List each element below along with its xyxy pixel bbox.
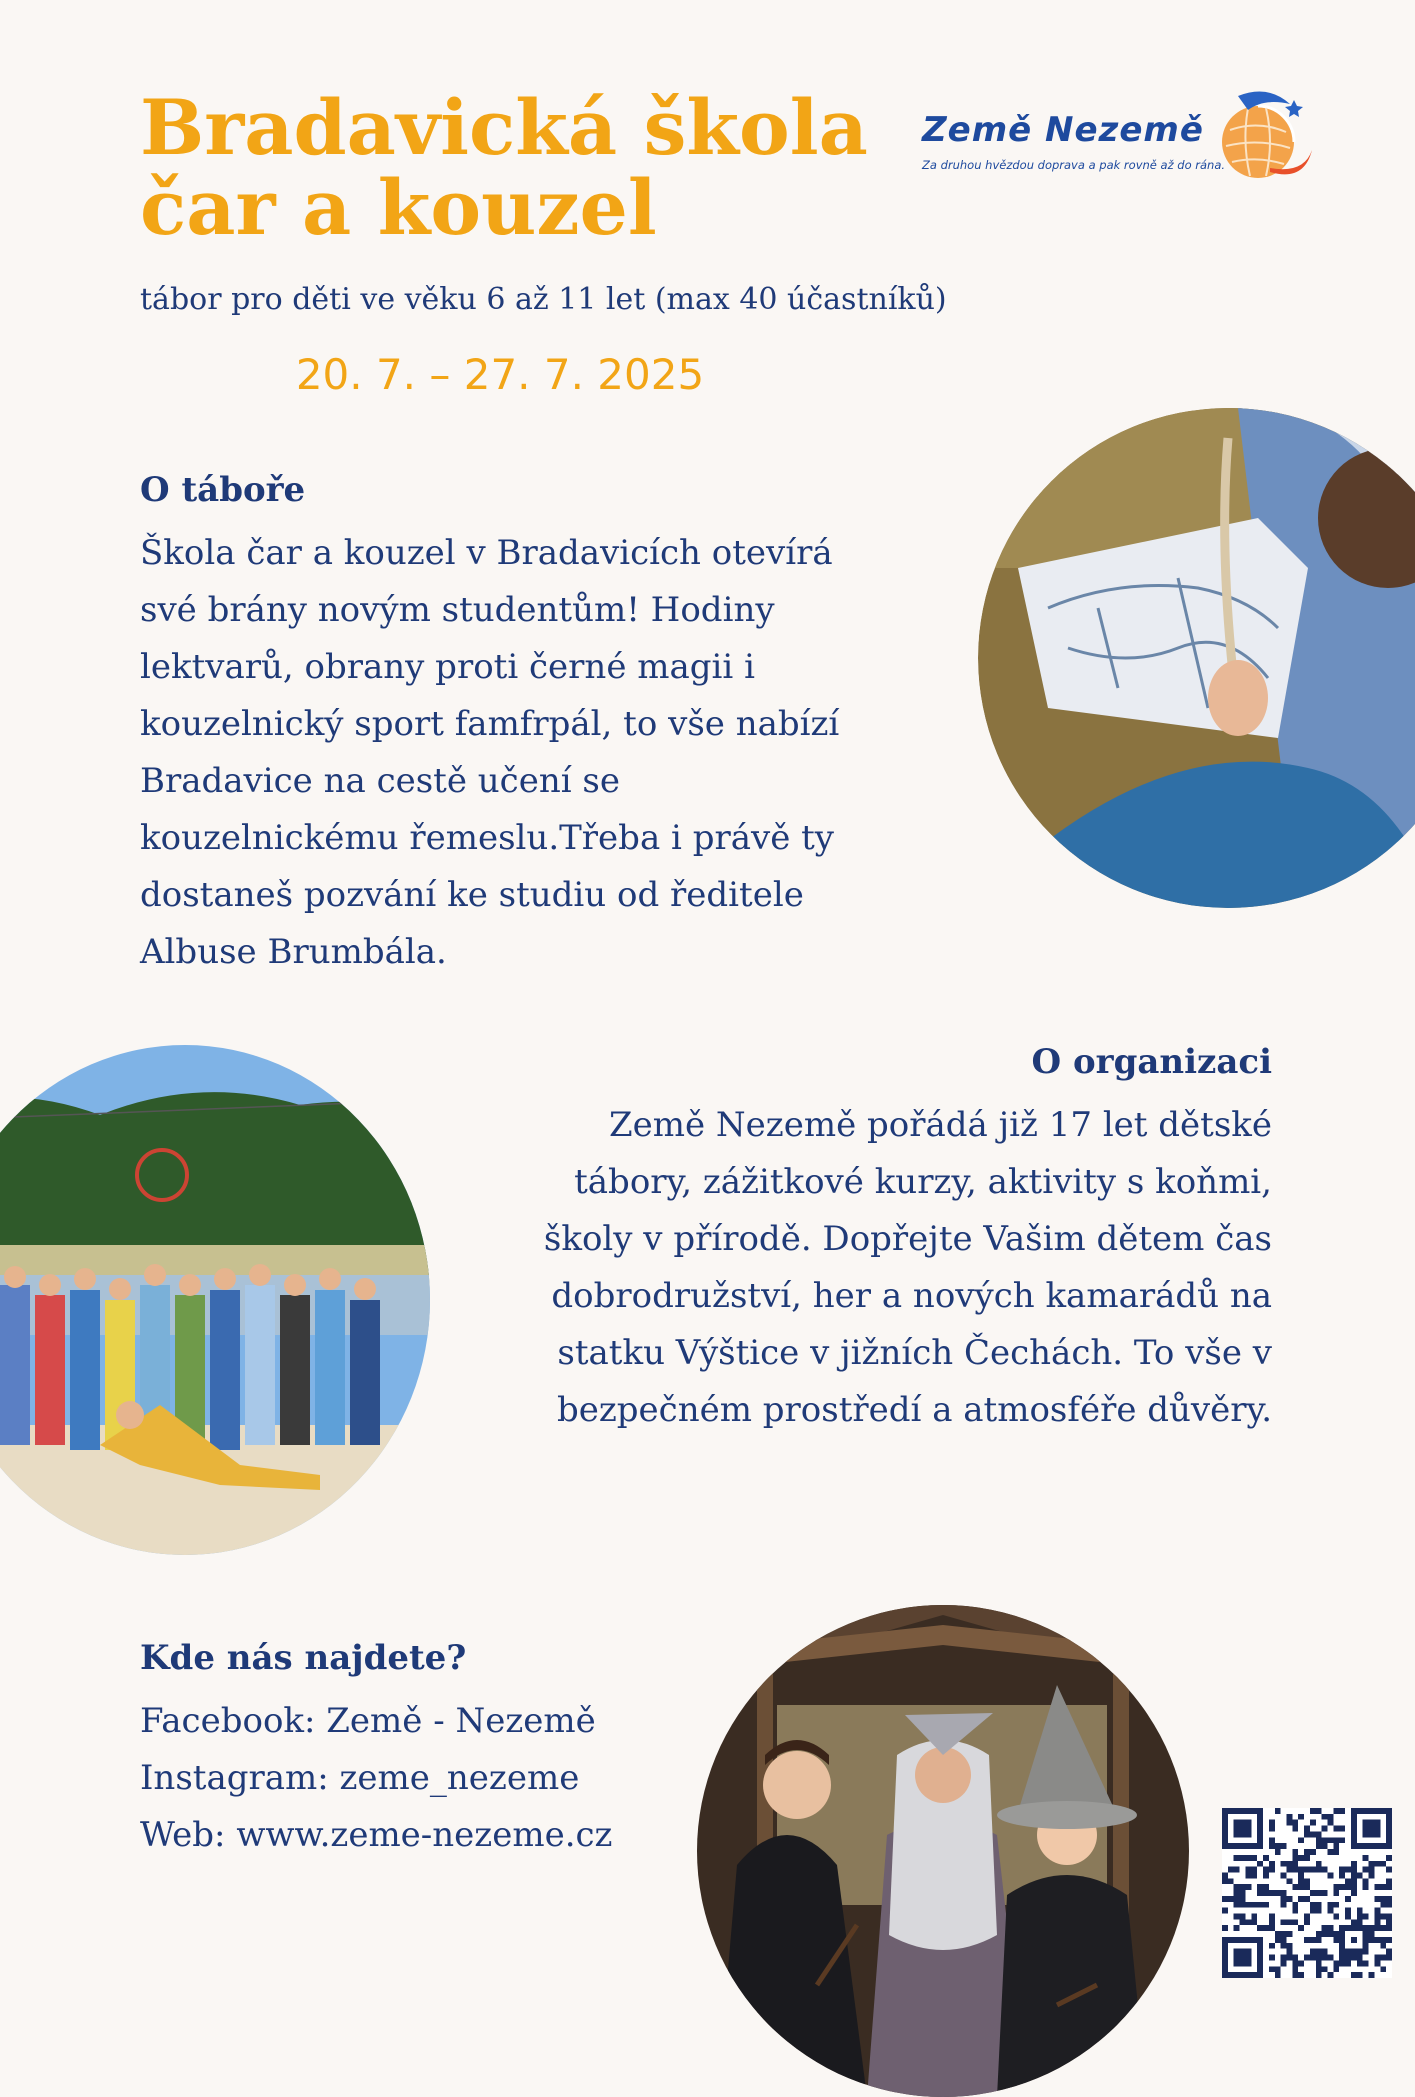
about-line: kouzelnický sport famfrpál, to vše nabízí — [140, 704, 840, 744]
qr-code-image — [1222, 1808, 1392, 1978]
about-line: dostaneš pozvání ke studiu od ředitele — [140, 875, 804, 915]
logo — [918, 88, 1318, 188]
about-line: Škola čar a kouzel v Bradavicích otevírá — [140, 533, 833, 573]
group-photo-image — [0, 1045, 430, 1555]
organization-line: statku Výštice v jižních Čechách. To vše v — [557, 1333, 1272, 1373]
contact-heading: Kde nás najdete? — [140, 1638, 467, 1678]
about-line: Bradavice na cestě učení se — [140, 761, 620, 801]
about-paragraph — [140, 525, 839, 981]
organization-line: školy v přírodě. Dopřejte Vašim dětem čas — [543, 1219, 1272, 1259]
photo-wizards — [697, 1605, 1189, 2097]
logo-name: Země Nezemě — [922, 110, 1204, 150]
contact-list — [140, 1693, 612, 1864]
about-heading: O táboře — [140, 470, 306, 510]
title-line-2: čar a kouzel — [140, 163, 657, 252]
qr-code[interactable] — [1222, 1808, 1392, 1978]
photo-camp-group — [0, 1045, 430, 1555]
camp-dates: 20. 7. – 27. 7. 2025 — [295, 350, 705, 399]
subtitle: tábor pro děti ve věku 6 až 11 let (max 40 účastníků) — [140, 282, 947, 317]
facebook-link[interactable]: Facebook: Země - Nezemě — [140, 1701, 596, 1741]
organization-line: Země Nezemě pořádá již 17 let dětské — [609, 1105, 1272, 1145]
organization-line: bezpečném prostředí a atmosféře důvěry. — [556, 1390, 1272, 1430]
title-line-1: Bradavická škola — [140, 83, 868, 172]
logo-tagline: Za druhou hvězdou doprava a pak rovně až do rána. — [922, 158, 1226, 172]
photo-map-reading — [978, 408, 1415, 908]
organization-line: tábory, zážitkové kurzy, aktivity s koňmi, — [574, 1162, 1272, 1202]
instagram-link[interactable]: Instagram: zeme_nezeme — [140, 1758, 580, 1798]
map-photo-image — [978, 408, 1415, 908]
about-line: kouzelnickému řemeslu.Třeba i právě ty — [140, 818, 834, 858]
page-title — [140, 83, 900, 252]
sun-moon-logo-icon — [1208, 90, 1316, 186]
about-line: lektvarů, obrany proti černé magii i — [140, 647, 755, 687]
about-line: Albuse Brumbála. — [140, 932, 447, 972]
wizards-photo-image — [697, 1605, 1189, 2097]
web-link[interactable]: Web: www.zeme-nezeme.cz — [140, 1815, 613, 1855]
organization-line: dobrodružství, her a nových kamarádů na — [551, 1276, 1272, 1316]
organization-heading: O organizaci — [1031, 1042, 1272, 1082]
about-line: své brány novým studentům! Hodiny — [140, 590, 775, 630]
organization-paragraph — [544, 1097, 1272, 1439]
